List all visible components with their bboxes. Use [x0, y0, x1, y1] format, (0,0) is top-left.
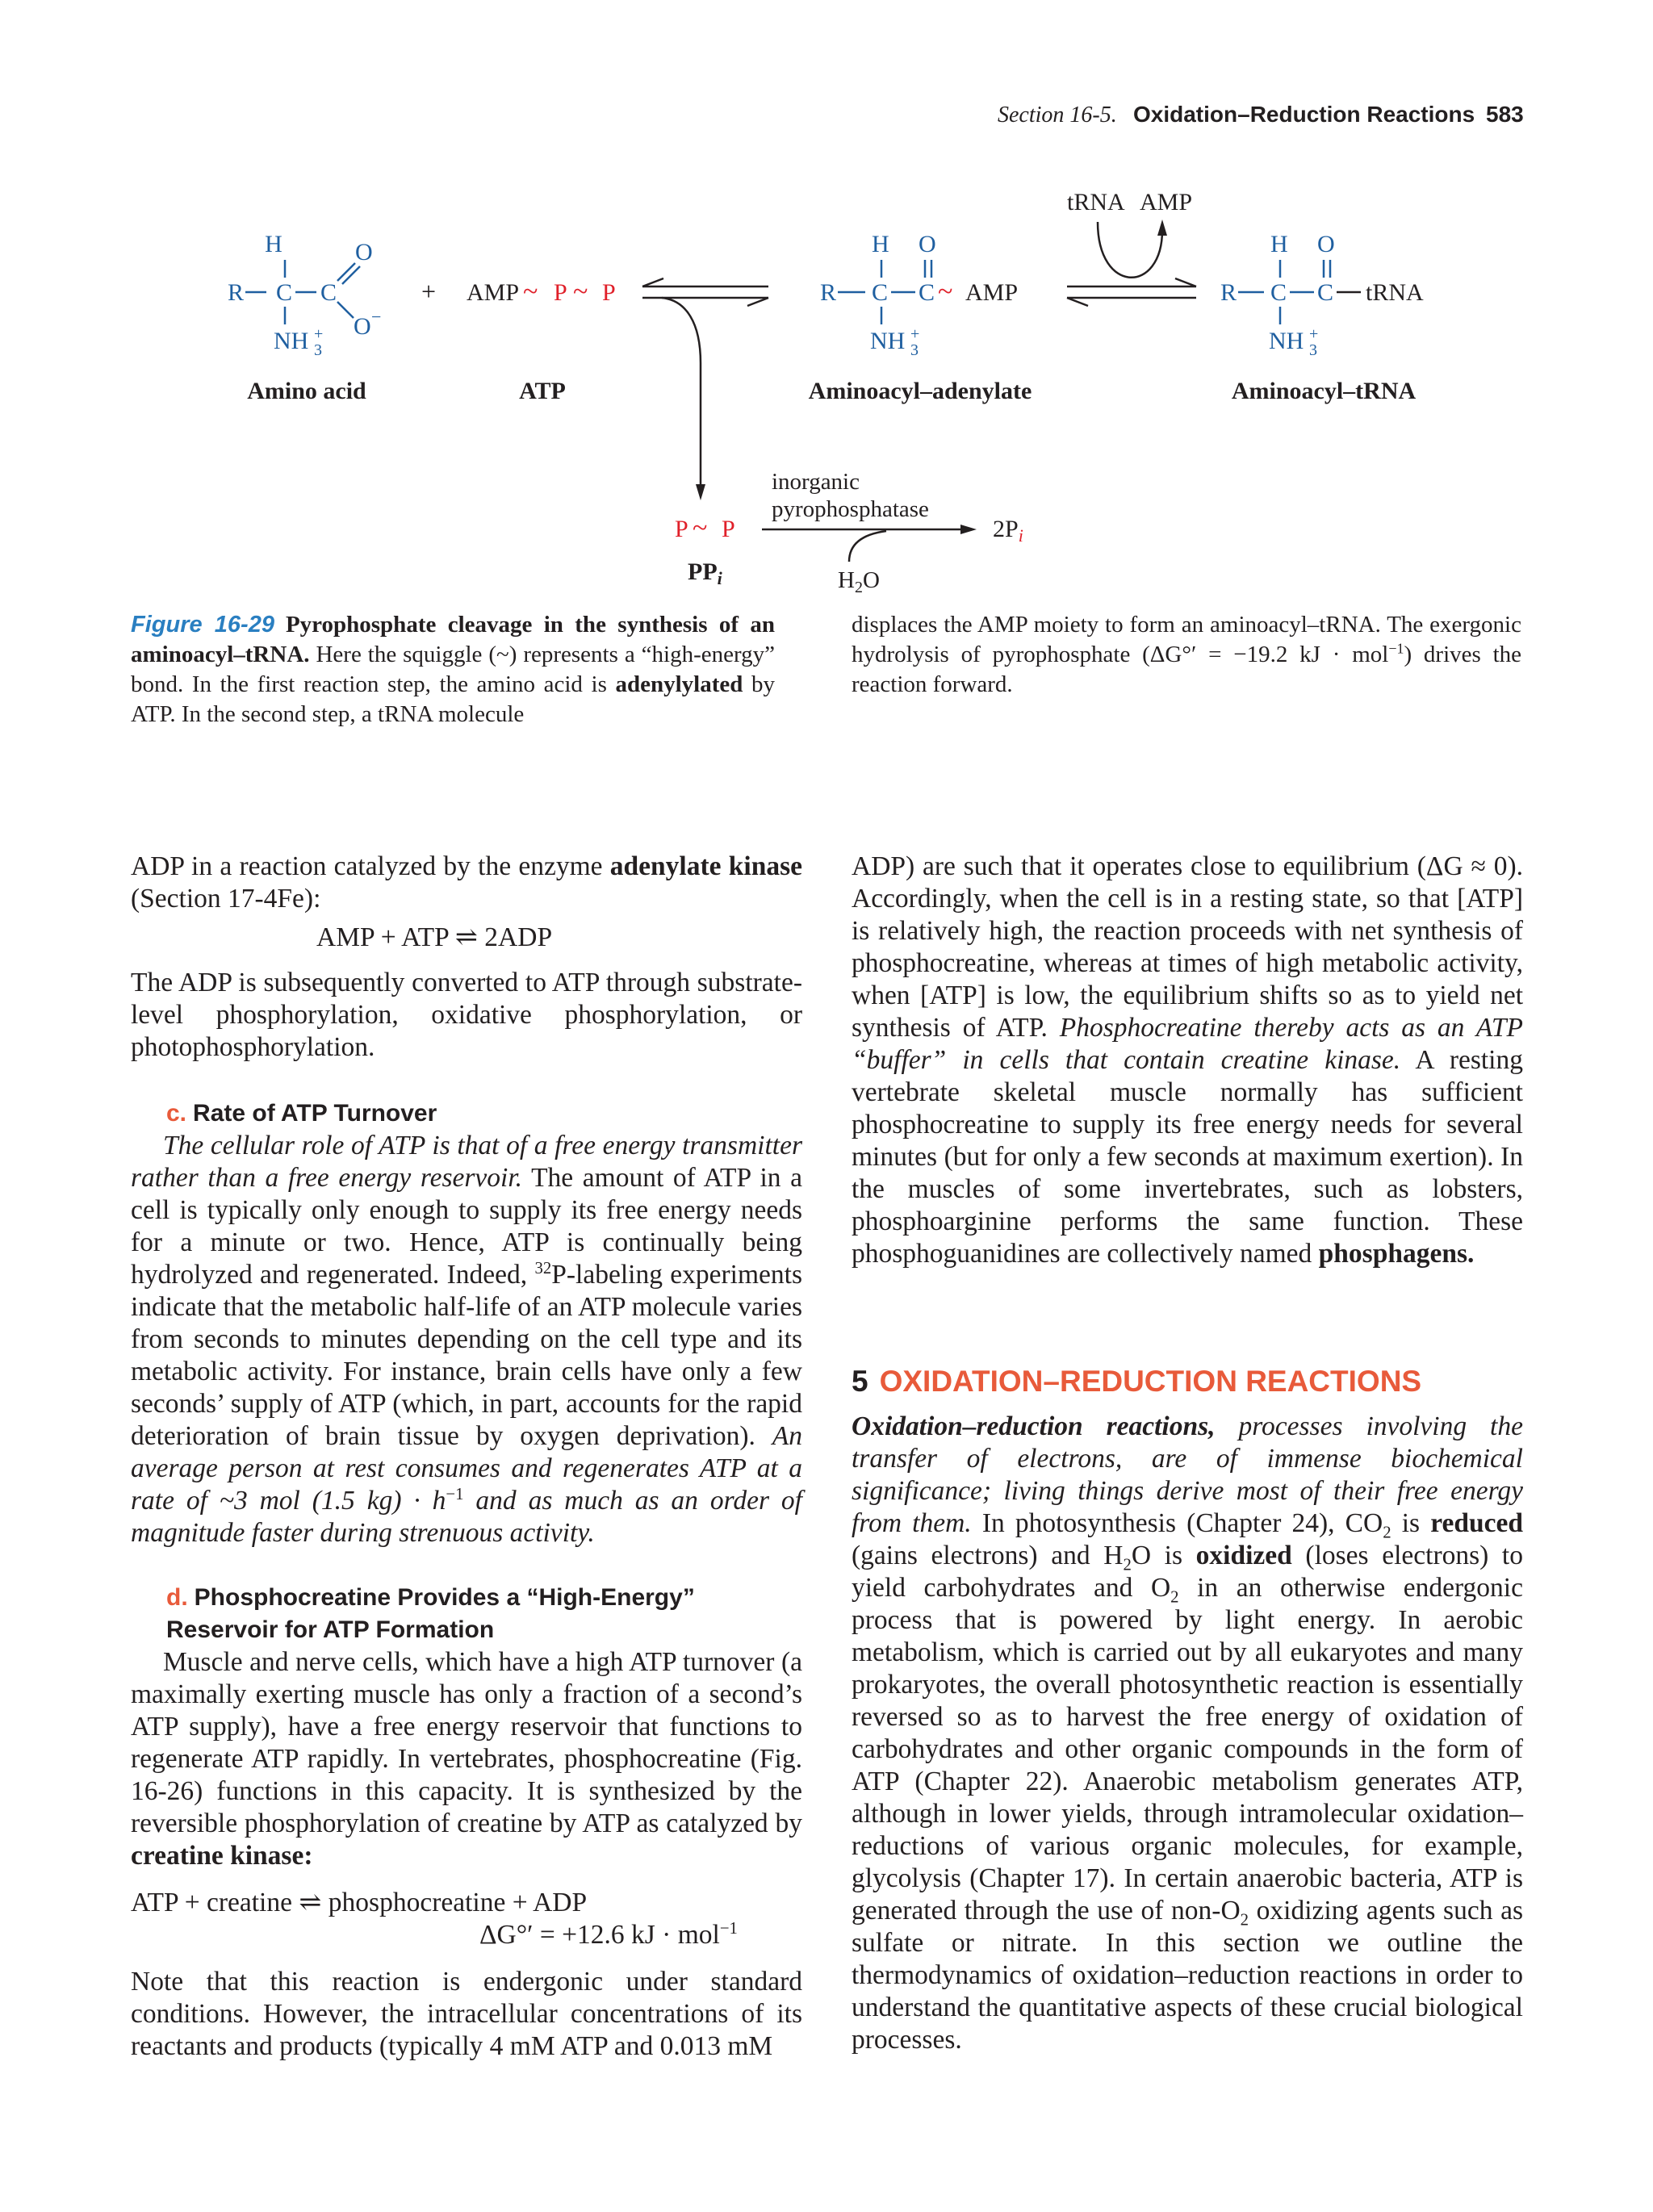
italic-text: and as much as an order of magnitude faster during strenuous activity.	[131, 1486, 802, 1548]
high-energy-bond-squiggle: ~	[693, 513, 708, 543]
page-number: 583	[1486, 102, 1524, 127]
paragraph	[852, 1411, 1523, 2056]
atom-label: C	[1317, 279, 1334, 306]
atom-label: R	[820, 279, 837, 306]
paragraph-text: (Section 17-4Fe):	[131, 884, 321, 914]
paragraph-text: ADP) are such that it operates close to equilibrium (ΔG ≈ 0). Accordingly, when the cell is in a resting state, so that [ATP] is relatively high, the reaction proceeds with net synthesis of phosphocreatine, whereas at times of high metabolic activity, when [ATP] is low, the equilibrium shifts so as to yield net synthesis of ATP.	[852, 851, 1523, 1043]
exchange-curved-arrow	[1098, 222, 1162, 278]
exchange-arrowhead	[1157, 220, 1167, 236]
right-column	[852, 851, 1523, 2056]
section-title: Phosphocreatine Provides a “High-Energy” Reservoir for ATP Formation	[166, 1584, 695, 1643]
label-aminoacyl-adenylate: Aminoacyl–adenylate	[808, 378, 1032, 404]
bold-italic-term: Oxidation–reduction reactions,	[852, 1411, 1216, 1441]
bold-term: creatine kinase:	[131, 1841, 313, 1871]
paragraph-text: O is	[1131, 1541, 1183, 1570]
italic-text: Phosphocreatine thereby acts as an ATP “buffer” in cells that contain creatine kinase.	[852, 1013, 1524, 1075]
water-input-curve	[849, 531, 886, 562]
italic-text: An average person at rest consumes and regenerates ATP at a rate of ~3 mol (1.5 kg) · h	[131, 1421, 802, 1516]
plus-sign: +	[421, 277, 437, 306]
caption-label: Figure 16-29	[131, 612, 274, 638]
equation-text: ΔG°′ = +12.6 kJ · mol	[479, 1920, 720, 1950]
atom-label: NH	[870, 328, 906, 354]
atom-label: C	[872, 279, 889, 306]
high-energy-bond-squiggle: ~	[938, 277, 953, 307]
caption-text: Here the squiggle (~) represents a “high-energy” bond. In the first reaction step, the amino acid is	[131, 642, 775, 697]
bold-term: adenylate kinase	[609, 851, 802, 881]
atom-charge: −	[371, 307, 382, 327]
bold-term: oxidized	[1195, 1541, 1292, 1570]
equilibrium-arrow-1	[642, 278, 768, 500]
atom-label: C	[276, 279, 293, 306]
atom-label: R	[1220, 279, 1237, 306]
high-energy-bond-squiggle: ~	[573, 277, 588, 307]
caption-superscript: −1	[1388, 640, 1404, 657]
atom-label: O	[919, 231, 936, 257]
section-title: Rate of ATP Turnover	[193, 1100, 437, 1127]
atom-label: R	[228, 279, 245, 306]
label-amino-acid: Amino acid	[247, 378, 366, 404]
atom-label: H	[265, 231, 282, 257]
label-ppi: $PP_i$	[688, 558, 722, 588]
atom-label: C	[1270, 279, 1287, 306]
equilibrium-arrow-2	[1067, 278, 1196, 306]
paragraph: The ADP is subsequently converted to ATP through substrate-level phosphorylation, oxidative phosphorylation, or photophosphorylation.	[131, 968, 802, 1062]
figure-16-29-diagram	[0, 0, 1653, 613]
paragraph: Note that this reaction is endergonic under standard conditions. However, the intracellular concentrations of its reactants and products (typically 4 mM ATP and 0.013 mM	[131, 1967, 802, 2061]
bold-term: phosphagens.	[1318, 1239, 1475, 1269]
equation-adenylate-kinase: AMP + ATP ⇌ 2ADP	[316, 922, 553, 952]
figure-caption-right	[852, 610, 1521, 700]
trna-input-label: tRNA	[1067, 189, 1125, 215]
section-letter: d.	[166, 1584, 188, 1611]
superscript: 32	[534, 1258, 552, 1277]
running-header-title: Oxidation–Reduction Reactions	[1133, 102, 1475, 127]
subscript: 2	[1240, 1910, 1249, 1930]
pyrophosphate	[675, 513, 735, 543]
caption-bold-term: adenylylated	[615, 671, 743, 697]
phosphate: P	[722, 516, 735, 542]
atom-charge: +	[910, 325, 920, 343]
subscript: 2	[1123, 1555, 1132, 1574]
paragraph-text: The amount of ATP in a cell is typically only enough to supply its free energy needs for a minute or two. Hence, ATP is continually being hydrolyzed and regenerated. Indeed,	[131, 1163, 802, 1290]
atom-label: NH	[1269, 328, 1304, 354]
phosphate: P	[675, 516, 688, 542]
atom-charge: +	[314, 325, 324, 343]
atom-label: O	[1317, 231, 1335, 257]
aminoacyl-trna-structure	[1220, 231, 1424, 359]
atom-label: O	[355, 239, 373, 266]
amino-acid-structure	[228, 231, 381, 359]
caption-text: displaces the AMP moiety to form an aminoacyl–tRNA. The exergonic hydrolysis of pyrophosphate (ΔG°′ = −19.2 kJ · mol	[852, 612, 1521, 667]
atp-structure	[467, 277, 616, 307]
italic-text: processes involving the transfer of electrons, are of immense biochemical significance; living things derive most of their free energy from them.	[852, 1411, 1523, 1538]
section-title: OXIDATION–REDUCTION REACTIONS	[879, 1365, 1422, 1398]
bold-term: reduced	[1430, 1508, 1524, 1538]
atom-label: H	[872, 231, 889, 257]
adenylate-amp: AMP	[965, 279, 1019, 306]
atom-label: H	[1270, 231, 1288, 257]
phosphate: P	[602, 279, 616, 306]
aminoacyl-adenylate-structure	[820, 231, 1018, 359]
superscript: −1	[719, 1918, 738, 1938]
equation-free-energy	[131, 1919, 802, 1951]
label-aminoacyl-trna: Aminoacyl–tRNA	[1231, 378, 1417, 404]
atom-subscript: 3	[910, 341, 919, 359]
italic-text: The cellular role of ATP is that of a free energy transmitter rather than a free energy reservoir.	[131, 1131, 802, 1193]
atom-subscript: 3	[1309, 341, 1317, 359]
section-heading-5	[852, 1365, 1523, 1398]
equation-creatine-kinase: ATP + creatine ⇌ phosphocreatine + ADP	[131, 1888, 588, 1917]
phosphate: P	[554, 279, 567, 306]
high-energy-bond-squiggle: ~	[523, 277, 538, 307]
atom-label: C	[919, 279, 935, 306]
atom-charge: +	[1309, 325, 1319, 343]
amp-output-label: AMP	[1140, 189, 1193, 215]
hydrolysis-arrowhead	[960, 525, 977, 534]
paragraph	[131, 1130, 802, 1549]
section-number: 5	[852, 1365, 868, 1398]
section-letter: c.	[166, 1100, 187, 1127]
atp-amp: AMP	[467, 279, 520, 306]
left-column	[131, 851, 802, 2063]
paragraph	[131, 1646, 802, 1872]
caption-text: by ATP. In the second step, a tRNA molecule	[131, 671, 776, 727]
caption-text: ) drives the reaction forward.	[852, 642, 1522, 697]
paragraph-text: ADP in a reaction catalyzed by the enzyme	[131, 851, 603, 881]
paragraph-text: Muscle and nerve cells, which have a high ATP turnover (a maximally exerting muscle has only a fraction of a second’s ATP supply), have a free energy reservoir that functions to regenerate ATP rapidly. In vertebrates, phosphocreatine (Fig. 16-26) functions in this capacity. It is synthesized by the reversible phosphorylation of creatine by ATP as catalyzed by	[131, 1647, 802, 1838]
caption-title: Pyrophosphate cleavage in the synthesis of an aminoacyl–tRNA.	[131, 612, 775, 667]
subscript: 2	[1170, 1587, 1179, 1607]
atom-label: NH	[274, 328, 309, 354]
paragraph-text: is	[1401, 1508, 1421, 1538]
enzyme-label-line2: pyrophosphatase	[772, 496, 929, 522]
section-heading-c	[131, 1098, 802, 1130]
atom-label: O	[354, 313, 371, 340]
paragraph-text: P-labeling experiments indicate that the metabolic half-life of an ATP molecule varies from seconds to minutes depending on the cell type and its metabolic activity. For instance, brain cells have only a few seconds’ supply of ATP (which, in part, accounts for the rapid deterioration of brain tissue by oxygen deprivation).	[131, 1260, 802, 1451]
subscript: 2	[1383, 1523, 1391, 1542]
paragraph-text: In photosynthesis (Chapter 24), CO	[981, 1508, 1383, 1538]
enzyme-label-line1: inorganic	[772, 469, 860, 495]
label-atp: ATP	[519, 378, 566, 404]
atom-label: C	[320, 279, 337, 306]
paragraph-text: (loses electrons) to yield carbohydrates and O	[852, 1541, 1523, 1603]
paragraph-text: oxidizing agents such as sulfate or nitrate. In this section we outline the thermodynamics of oxidation–reduction reactions in order to understand the quantitative aspects of these crucial biological processes.	[852, 1896, 1523, 2055]
figure-caption-left	[131, 610, 775, 730]
paragraph-text: A resting vertebrate skeletal muscle normally has sufficient phosphocreatine to supply its free energy needs for several minutes (but for only a few seconds at maximum exertion). In the muscles of some invertebrates, such as lobsters, phosphoarginine performs the same function. These phosphoguanidines are collectively named	[852, 1045, 1523, 1269]
paragraph-text: (gains electrons) and H	[852, 1541, 1124, 1570]
paragraph-text: in an otherwise endergonic process that is powered by light energy. In aerobic metabolism, which is carried out by all eukaryotes and many prokaryotes, the overall photosynthetic reaction is essentially reversed so as to harvest the free energy of oxidation of carbohydrates and other organic compounds in the form of ATP (Chapter 22). Anaerobic metabolism generates ATP, although in lower yields, through intramolecular oxidation–reductions of various organic molecules, for example, glycolysis (Chapter 17). In certain anaerobic bacteria, ATP is generated through the use of non-O	[852, 1573, 1523, 1926]
running-header-section: Section 16-5.	[998, 102, 1117, 128]
product-2pi: $2P_i$	[993, 516, 1023, 546]
trna-attached: tRNA	[1366, 279, 1424, 306]
superscript: −1	[446, 1484, 464, 1503]
atom-subscript: 3	[314, 341, 322, 359]
section-heading-d	[131, 1582, 802, 1646]
water-label: $H_2O$	[838, 567, 880, 596]
